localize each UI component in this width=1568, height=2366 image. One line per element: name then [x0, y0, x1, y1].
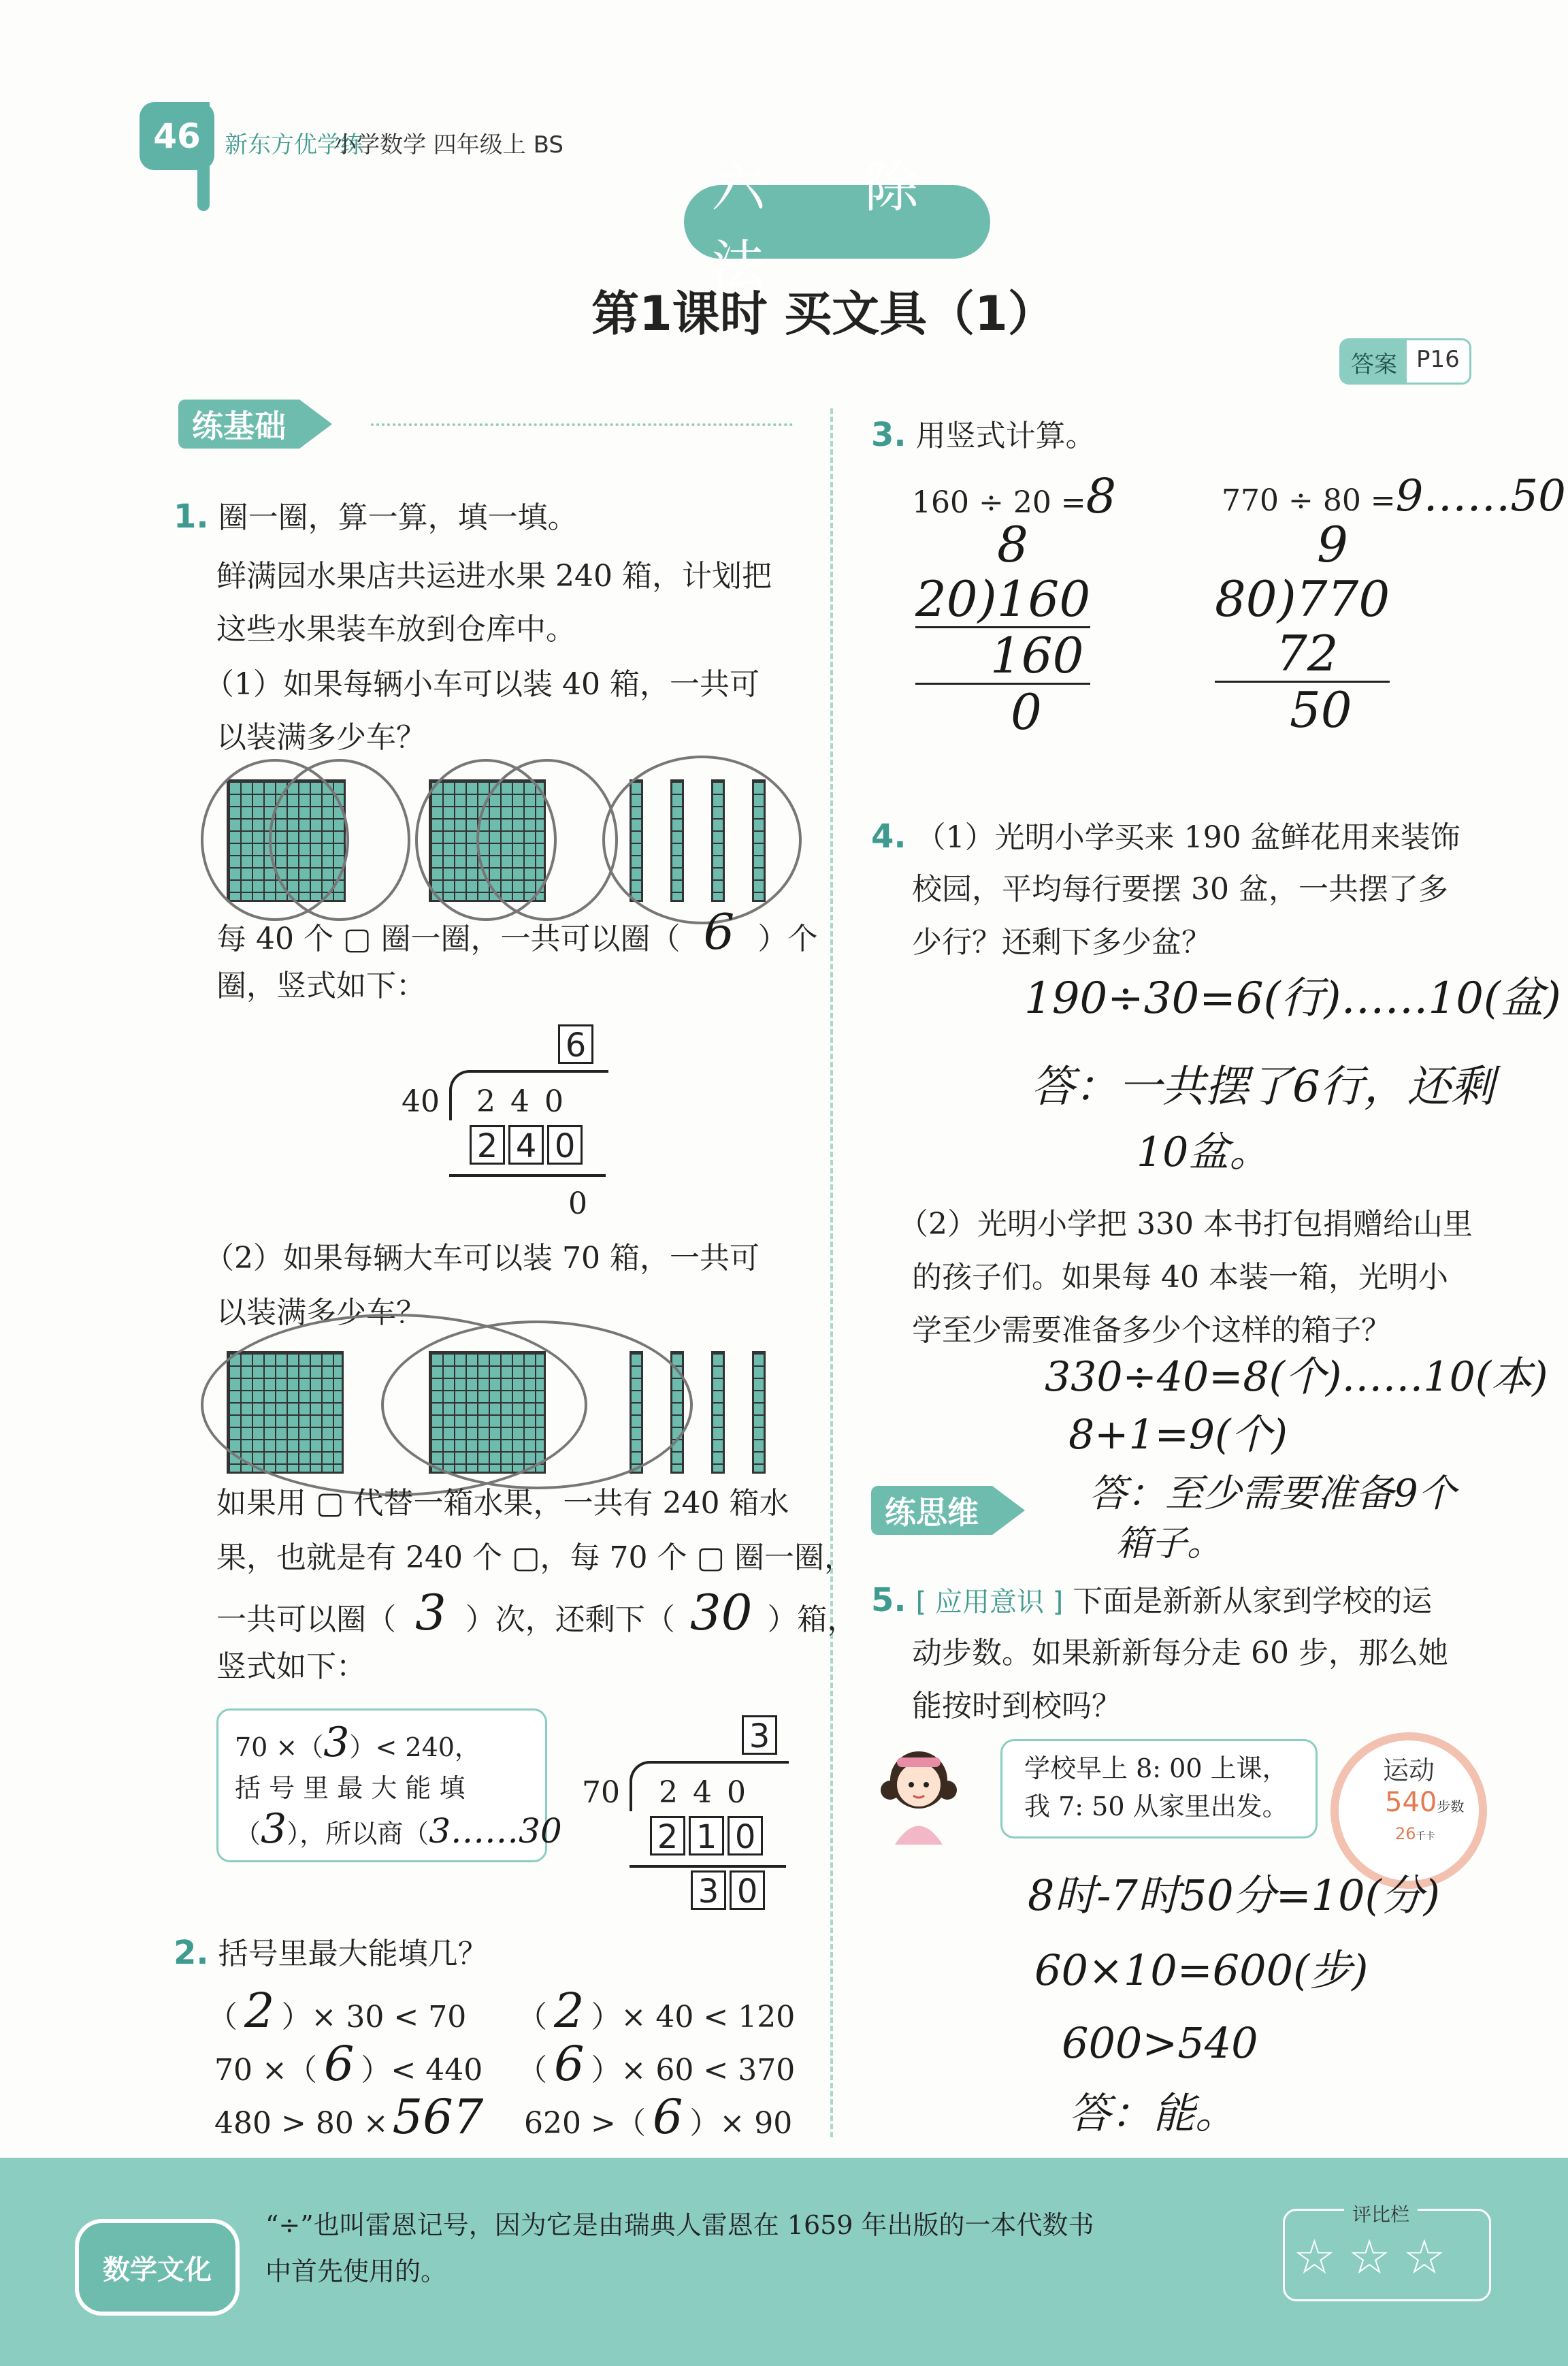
div1-quotient	[558, 1024, 593, 1064]
hand-drawn-circle	[602, 756, 802, 924]
q4-part1-line2: 校园，平均每行要摆 30 盆，一共摆了多	[912, 872, 1448, 907]
hand-drawn-circle	[381, 1320, 693, 1489]
q2-item	[214, 2090, 487, 2150]
q4-part1-line3: 少行？还剩下多少盆？	[912, 925, 1211, 960]
q3-right-work-line: 9	[1317, 516, 1348, 573]
book-info: 小学数学 四年级上 BS	[333, 131, 564, 159]
q2-item-answer: 6	[652, 2089, 683, 2145]
lesson-title: 第1课时 买文具（1）	[591, 286, 1056, 342]
girl-avatar	[878, 1743, 960, 1845]
q1-part2-line2: 以装满多少车？	[216, 1295, 426, 1330]
sport-kcal	[1395, 1824, 1435, 1843]
div1-line	[449, 1174, 606, 1177]
q5-number: 5.	[871, 1581, 906, 1619]
hint-line2: 括 号 里 最 大 能 填	[235, 1773, 466, 1803]
sport-steps-unit: 步数	[1437, 1798, 1465, 1815]
q3-left-expr: 160 ÷ 20 =	[912, 485, 1086, 520]
q2-item-pre: 620 >（	[524, 2106, 646, 2141]
q3-left-work-line: 20)160	[915, 570, 1091, 628]
rating-label: 评比栏	[1344, 2200, 1418, 2227]
q3-left-work-line: 8	[997, 516, 1028, 573]
div2-product	[650, 1816, 763, 1855]
q1-intro-1: 鲜满园水果店共运进水果 240 箱，计划把	[216, 559, 772, 594]
answer-label: 答案	[1341, 340, 1407, 383]
section-divider-wave	[371, 417, 793, 426]
q2-item	[208, 1984, 466, 2044]
answer-reference	[1339, 338, 1471, 385]
q4-part2-answer1: 答：至少需要准备9个	[1089, 1472, 1456, 1516]
div1-dividend: 2 4 0	[476, 1084, 566, 1119]
math-culture-text	[265, 2202, 1245, 2295]
q3-left-work-line: 0	[915, 683, 1090, 739]
q2-item	[524, 2090, 792, 2150]
q1-part2-fill-3c: ）箱，	[767, 1602, 858, 1637]
ten-bar	[711, 1351, 725, 1474]
column-divider	[830, 408, 833, 2137]
hint-answer2: 3	[261, 1805, 287, 1853]
q2-item-answer: 6	[323, 2036, 355, 2092]
q5-work1: 8时-7时50分=10(分)	[1028, 1870, 1440, 1920]
q2-item-pre: （	[208, 2000, 238, 2035]
q5-line1	[871, 1574, 1432, 1629]
q1-part1-answer: 6	[703, 903, 735, 960]
q2-item-pre: （	[517, 2053, 547, 2088]
q4-part2-line2: 的孩子们。如果每 40 本装一箱，光明小	[912, 1260, 1448, 1295]
q4-part1-answer1: 答：一共摆了6行，还剩	[1031, 1062, 1494, 1112]
q4-part1-line1	[871, 810, 1460, 864]
q2-item-post: ）× 90	[689, 2106, 793, 2141]
q4-part2-work1: 330÷40=8(个)……10(本)	[1045, 1353, 1548, 1401]
sport-steps	[1385, 1787, 1464, 1818]
q4-part2-line1: （2）光明小学把 330 本书打包捐赠给山里	[898, 1207, 1473, 1242]
brand-name: 新东方优学练	[225, 131, 363, 159]
div2-remainder	[691, 1870, 765, 1910]
rating-stars	[1293, 2229, 1446, 2285]
sport-kcal-unit: 千卡	[1416, 1831, 1435, 1842]
div1-product-digit: 0	[547, 1125, 583, 1165]
q1-part2-fill-3	[216, 1586, 857, 1647]
q3-right-answer: 9……50	[1395, 471, 1566, 521]
hand-drawn-circle	[269, 759, 410, 921]
q4-part1-text: （1）光明小学买来 190 盆鲜花用来装饰	[915, 820, 1460, 855]
div1-product-digit: 2	[470, 1125, 505, 1165]
q1-part2-answer-times: 3	[415, 1584, 446, 1641]
div2-dividend: 2 4 0	[659, 1775, 749, 1810]
star-icon[interactable]: ☆	[1293, 2229, 1336, 2285]
q1-part1-fill	[216, 905, 817, 966]
q2-item-post: ）< 440	[361, 2053, 483, 2088]
star-icon[interactable]: ☆	[1403, 2229, 1446, 2285]
q3-prompt	[871, 408, 1096, 463]
q3-right-work	[1215, 517, 1390, 737]
q2-item	[517, 2037, 795, 2097]
div2-quotient	[742, 1715, 777, 1755]
div2-remainder-digit: 3	[691, 1870, 726, 1910]
hint-line3a: （	[235, 1819, 261, 1849]
hint-line3b: ），所以商（	[287, 1819, 429, 1849]
q4-part2-work2: 8+1=9(个)	[1068, 1411, 1288, 1459]
q2-number: 2.	[174, 1934, 209, 1972]
q1-number: 1.	[174, 498, 209, 536]
sport-kcal-value: 26	[1395, 1824, 1416, 1843]
q3-left-answer: 8	[1085, 468, 1117, 524]
q5-tag: [ 应用意识 ]	[915, 1587, 1064, 1618]
q4-number: 4.	[871, 817, 906, 856]
div2-product-digit: 0	[728, 1816, 763, 1855]
q2-item-post: ）× 60 < 370	[591, 2053, 796, 2088]
div1-remainder: 0	[568, 1186, 587, 1221]
hand-drawn-circle	[476, 759, 618, 921]
hint-answer1: 3	[323, 1719, 350, 1766]
q5-line1-text: 下面是新新从家到学校的运	[1073, 1584, 1433, 1619]
q5-work3: 600>540	[1062, 2018, 1258, 2068]
div2-product-digit: 1	[689, 1816, 724, 1855]
q1-part1-fill-a: 每 40 个 ▢ 圈一圈，一共可以圈（	[216, 922, 681, 956]
girl-avatar-icon	[878, 1743, 960, 1845]
q2-item-pre: 480 > 80 ×	[214, 2106, 389, 2141]
hint-answer3: 3……30	[429, 1811, 562, 1851]
math-culture-line: 中首先使用的。	[265, 2256, 447, 2286]
q5-speech-line: 学校早上 8: 00 上课，	[1024, 1753, 1288, 1783]
q5-line3: 能按时到校吗？	[912, 1689, 1122, 1723]
q4-part2-answer2: 箱子。	[1116, 1523, 1223, 1564]
div2-product-digit: 2	[650, 1816, 685, 1855]
ten-bar	[752, 1351, 766, 1474]
q2-item-answer: 2	[554, 1983, 585, 2039]
q1-part2-fill-3a: 一共可以圈（	[216, 1602, 396, 1637]
div2-line	[630, 1865, 786, 1868]
div1-quotient-box: 6	[558, 1024, 593, 1064]
q2-item	[214, 2037, 483, 2097]
div1-product-digit: 4	[508, 1125, 544, 1165]
q3-right-expr: 770 ÷ 80 =	[1222, 483, 1396, 518]
q1-part1-fill-b: ）个	[757, 922, 818, 956]
sport-steps-value: 540	[1385, 1787, 1437, 1818]
q5-line2: 动步数。如果新新每分走 60 步，那么她	[912, 1636, 1448, 1670]
q5-work2: 60×10=600(步)	[1034, 1945, 1369, 1995]
q2-item-pre: （	[517, 2000, 547, 2035]
div2-remainder-digit: 0	[730, 1870, 765, 1910]
div2-quotient-box: 3	[742, 1715, 777, 1755]
q2-item-answer: 567	[392, 2089, 484, 2145]
div1-divisor: 40	[402, 1084, 440, 1119]
q1-part2-fill-1: 如果用 ▢ 代替一箱水果，一共有 240 箱水	[216, 1486, 789, 1521]
q2-item-post: ）× 30 < 70	[281, 2000, 467, 2035]
q2-item-answer: 2	[244, 1983, 275, 2039]
q3-number: 3.	[871, 416, 906, 454]
q5-speech-text	[1024, 1749, 1288, 1826]
math-culture-badge: 数学文化	[75, 2219, 240, 2316]
q4-part2-line3: 学至少需要准备多少个这样的箱子？	[912, 1313, 1391, 1348]
q1-intro-2: 这些水果装车放到仓库中。	[216, 612, 576, 647]
hint-line1a: 70 ×（	[235, 1732, 324, 1762]
q1-part2-line1: （2）如果每辆大车可以装 70 箱，一共可	[204, 1241, 760, 1276]
q1-prompt	[174, 490, 578, 545]
q3-prompt-text: 用竖式计算。	[915, 419, 1096, 453]
sport-label: 运动	[1383, 1755, 1435, 1785]
answer-page: P16	[1407, 340, 1469, 383]
div1-product	[470, 1125, 583, 1165]
hint-line1b: ）< 240，	[349, 1732, 480, 1762]
q5-speech-line: 我 7: 50 从家里出发。	[1024, 1792, 1288, 1821]
q2-prompt-text: 括号里最大能填几？	[218, 1936, 488, 1971]
q3-right-work-line: 50	[1215, 681, 1390, 737]
q2-item-post: ）× 40 < 120	[591, 2000, 796, 2035]
chapter-title: 六 除法	[684, 185, 990, 259]
q1-part1-line1: （1）如果每辆小车可以装 40 箱，一共可	[204, 667, 760, 702]
q1-part2-fill-3b: ）次，还剩下（	[465, 1602, 675, 1637]
q4-part1-answer2: 10盆。	[1137, 1129, 1271, 1176]
q2-prompt	[174, 1926, 488, 1981]
q1-part2-fill-4: 竖式如下：	[216, 1649, 366, 1684]
q4-part1-work: 190÷30=6(行)……10(盆)	[1024, 973, 1561, 1024]
hint-bubble-text	[235, 1719, 562, 1854]
q1-part1-line2: 以装满多少车？	[216, 720, 426, 755]
star-icon[interactable]: ☆	[1348, 2229, 1391, 2285]
math-culture-line: “÷”也叫雷恩记号，因为它是由瑞典人雷恩在 1659 年出版的一本代数书	[265, 2210, 1094, 2240]
div2-divisor: 70	[582, 1775, 620, 1810]
q3-left-work-line: 160	[915, 626, 1090, 683]
q2-item-answer: 6	[554, 2036, 585, 2092]
q3-left-work	[915, 517, 1090, 739]
q2-item-pre: 70 ×（	[214, 2053, 317, 2088]
q1-part2-fill-2: 果，也就是有 240 个 ▢，每 70 个 ▢ 圈一圈，	[216, 1540, 855, 1575]
q1-part2-answer-left: 30	[689, 1584, 753, 1641]
section-basic-tag: 练基础	[178, 400, 299, 449]
q2-item	[517, 1984, 795, 2044]
q3-right-work-line: 72	[1276, 625, 1339, 682]
q1-prompt-text: 圈一圈，算一算，填一填。	[218, 500, 578, 535]
q1-part1-fill-c: 圈，竖式如下：	[216, 969, 426, 1003]
page-number: 46	[140, 102, 214, 170]
q3-right-work-line: 80)770	[1215, 570, 1390, 628]
q5-answer: 答：能。	[1068, 2088, 1238, 2138]
section-thinking-tag: 练思维	[871, 1486, 992, 1535]
